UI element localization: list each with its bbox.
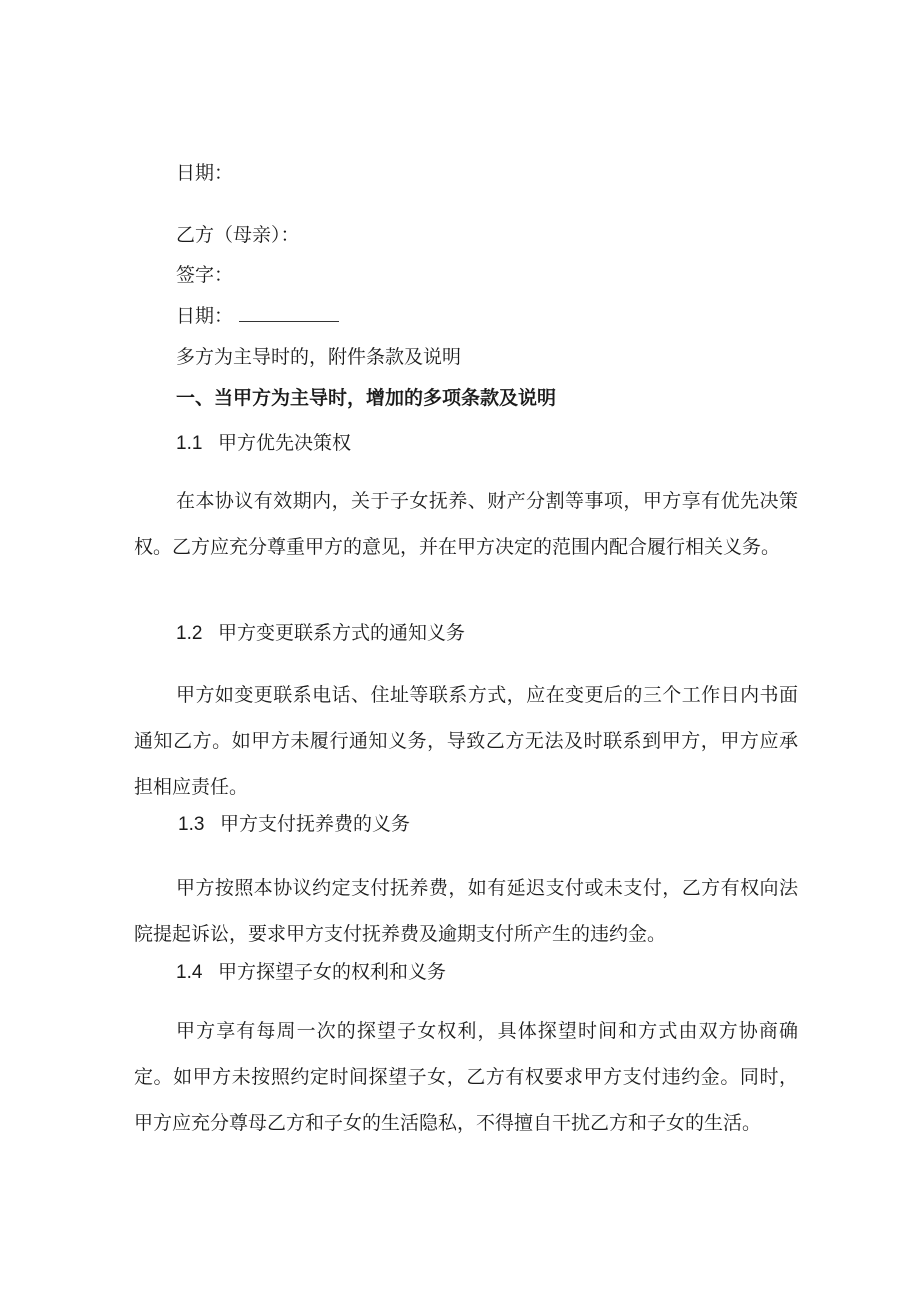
clause-title: 甲方探望子女的权利和义务 — [218, 961, 447, 983]
clause-number: 1.3 — [178, 814, 205, 835]
clause-title: 甲方支付抚养费的义务 — [220, 813, 411, 835]
date-label: 日期： — [176, 162, 234, 184]
clause-title-1-4 — [176, 961, 446, 984]
clause-body-1-3: 甲方按照本协议约定支付抚养费，如有延迟支付或未支付，乙方有权向法院提起诉讼，要求甲方支付抚养费及逾期支付所产生的违约金。 — [134, 877, 798, 945]
clause-body-1-2: 甲方如变更联系电话、住址等联系方式，应在变更后的三个工作日内书面通知乙方。如甲方未履行通知义务，导致乙方无法及时联系到甲方，甲方应承担相应责任。 — [134, 684, 798, 798]
clause-title: 甲方变更联系方式的通知义务 — [218, 622, 466, 644]
section-heading: 一、当甲方为主导时，增加的多项条款及说明 — [176, 387, 557, 409]
clause-title-1-1 — [176, 432, 351, 455]
clause-number: 1.2 — [176, 623, 203, 644]
date-blank-underline — [239, 307, 339, 322]
clause-number: 1.4 — [176, 962, 203, 983]
clause-number: 1.1 — [176, 433, 203, 454]
party-b-label: 乙方（母亲）： — [176, 224, 300, 246]
attachment-title: 多方为主导时的，附件条款及说明 — [176, 346, 462, 368]
clause-title-1-2 — [176, 622, 465, 645]
clause-body-1-1: 在本协议有效期内，关于子女抚养、财产分割等事项，甲方享有优先决策权。乙方应充分尊重甲方的意见，并在甲方决定的范围内配合履行相关义务。 — [134, 490, 798, 558]
clause-title: 甲方优先决策权 — [218, 432, 352, 454]
date-label-2: 日期： — [176, 305, 234, 327]
signature-label: 签字： — [176, 264, 234, 286]
date-line — [176, 305, 339, 327]
clause-body-1-4: 甲方享有每周一次的探望子女权利，具体探望时间和方式由双方协商确定。如甲方未按照约定时间探望子女，乙方有权要求甲方支付违约金。同时，甲方应充分尊母乙方和子女的生活隐私，不得擅自干扰乙方和子女的生活。 — [134, 1020, 798, 1134]
clause-title-1-3 — [178, 813, 410, 836]
